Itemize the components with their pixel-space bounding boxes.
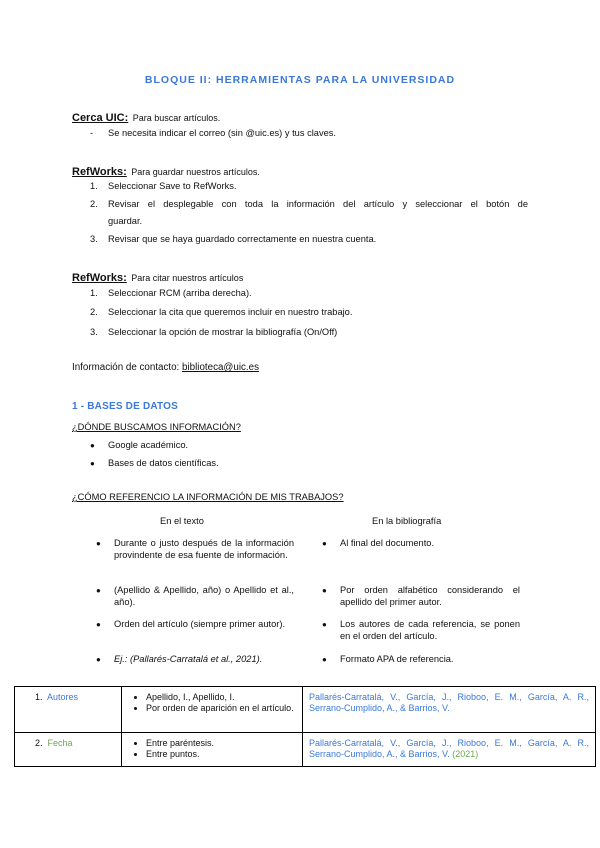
row-reference-year: (2021) <box>449 749 479 759</box>
refworks-save-num-3: 3. <box>90 234 98 244</box>
refworks-save-num-1: 1. <box>90 181 98 191</box>
question-where: ¿DÓNDE BUSCAMOS INFORMACIÓN? <box>72 422 241 432</box>
refworks-cite-num-3: 3. <box>90 327 98 337</box>
refworks-save-num-2: 2. <box>90 199 98 209</box>
text-item-3: Orden del artículo (siempre primer autor). <box>114 619 286 629</box>
refworks-save-subtitle: Para guardar nuestros artículos. <box>131 167 260 177</box>
contact-email-link[interactable]: biblioteca@uic.es <box>182 362 259 373</box>
bullet-icon: ● <box>96 655 101 664</box>
bullet-icon: ● <box>322 620 327 629</box>
cerca-subtitle: Para buscar artículos. <box>132 113 221 123</box>
row-rules-cell <box>122 733 303 767</box>
section-title: 1 - BASES DE DATOS <box>72 401 179 412</box>
refworks-cite-num-2: 2. <box>90 307 98 317</box>
contact-line <box>72 362 259 373</box>
bib-item-4: Formato APA de referencia. <box>340 654 454 664</box>
text-item-2: (Apellido & Apellido, año) o Apellido et al., año). <box>114 585 294 607</box>
text-item-4: Ej.: (Pallarés-Carratalá et al., 2021). <box>114 654 263 664</box>
list-item: • Entre paréntesis. <box>146 738 296 749</box>
row-example-cell <box>303 687 596 733</box>
list-item: • Por orden de aparición en el artículo. <box>146 703 296 714</box>
bullet-icon: ● <box>96 586 101 595</box>
refworks-save-header <box>72 162 260 180</box>
refworks-cite-heading: RefWorks: <box>72 272 127 284</box>
table-row <box>15 733 596 767</box>
refworks-save-item-2-cont: guardar. <box>108 216 143 226</box>
refworks-cite-item-3: Seleccionar la opción de mostrar la bibliografía (On/Off) <box>108 327 338 337</box>
reference-table <box>14 686 596 767</box>
row-rules-cell <box>122 687 303 733</box>
page-title: BLOQUE II: HERRAMIENTAS PARA LA UNIVERSIDAD <box>144 74 456 86</box>
column-head-text: En el texto <box>160 516 204 526</box>
refworks-cite-header <box>72 268 243 286</box>
refworks-cite-item-2: Seleccionar la cita que queremos incluir en nuestro trabajo. <box>108 307 353 317</box>
table-row <box>15 687 596 733</box>
bullet-icon: ● <box>96 620 101 629</box>
cerca-dash: - <box>90 128 94 138</box>
list-item: • Apellido, I., Apellido, I. <box>146 692 296 703</box>
row-label-cell <box>15 733 122 767</box>
refworks-save-item-1: Seleccionar Save to RefWorks. <box>108 181 237 191</box>
refworks-cite-subtitle: Para citar nuestros artículos <box>131 273 244 283</box>
row-number: 1. <box>35 692 43 702</box>
refworks-save-item-3: Revisar que se haya guardado correctamente en nuestra cuenta. <box>108 234 377 244</box>
bib-item-3: Los autores de cada referencia, se ponen en el orden del artículo. <box>340 619 520 641</box>
bib-item-2: Por orden alfabético considerando el apellido del primer autor. <box>340 585 520 607</box>
bib-item-1: Al final del documento. <box>340 538 435 548</box>
cerca-header-line <box>72 108 220 126</box>
bullet-icon: ● <box>90 459 95 468</box>
bullet-icon: ● <box>322 586 327 595</box>
text-item-1: Durante o justo después de la información provindente de esa fuente de información. <box>114 538 294 560</box>
cerca-heading: Cerca UIC: <box>72 112 129 124</box>
row-reference: Pallarés-Carratalá, V., García, J., Rioboo, E. M., García, A. R., Serrano-Cumplido, A., & Barrios, V. <box>309 738 589 759</box>
question-how: ¿CÓMO REFERENCIO LA INFORMACIÓN DE MIS TRABAJOS? <box>72 492 344 502</box>
refworks-cite-item-1: Seleccionar RCM (arriba derecha). <box>108 288 252 298</box>
refworks-save-heading: RefWorks: <box>72 166 127 178</box>
row-number: 2. <box>35 738 43 748</box>
where-item-1: Google académico. <box>108 440 189 450</box>
bullet-icon: ● <box>96 539 101 548</box>
column-head-bibliography: En la bibliografía <box>372 516 442 526</box>
contact-label: Información de contacto: <box>72 362 180 373</box>
list-item: • Entre puntos. <box>146 749 296 760</box>
refworks-cite-num-1: 1. <box>90 288 98 298</box>
row-label: Fecha <box>47 738 73 748</box>
row-example-cell <box>303 733 596 767</box>
bullet-icon: ● <box>322 655 327 664</box>
where-item-2: Bases de datos científicas. <box>108 458 219 468</box>
cerca-item: Se necesita indicar el correo (sin @uic.es) y tus claves. <box>108 128 337 138</box>
refworks-save-item-2: Revisar el desplegable con toda la información del artículo y seleccionar el botón de <box>108 199 528 209</box>
bullet-icon: ● <box>90 441 95 450</box>
bullet-icon: ● <box>322 539 327 548</box>
row-label: Autores <box>47 692 79 702</box>
row-label-cell <box>15 687 122 733</box>
row-reference: Pallarés-Carratalá, V., García, J., Rioboo, E. M., García, A. R., Serrano-Cumplido, A., & Barrios, V. <box>309 692 589 713</box>
